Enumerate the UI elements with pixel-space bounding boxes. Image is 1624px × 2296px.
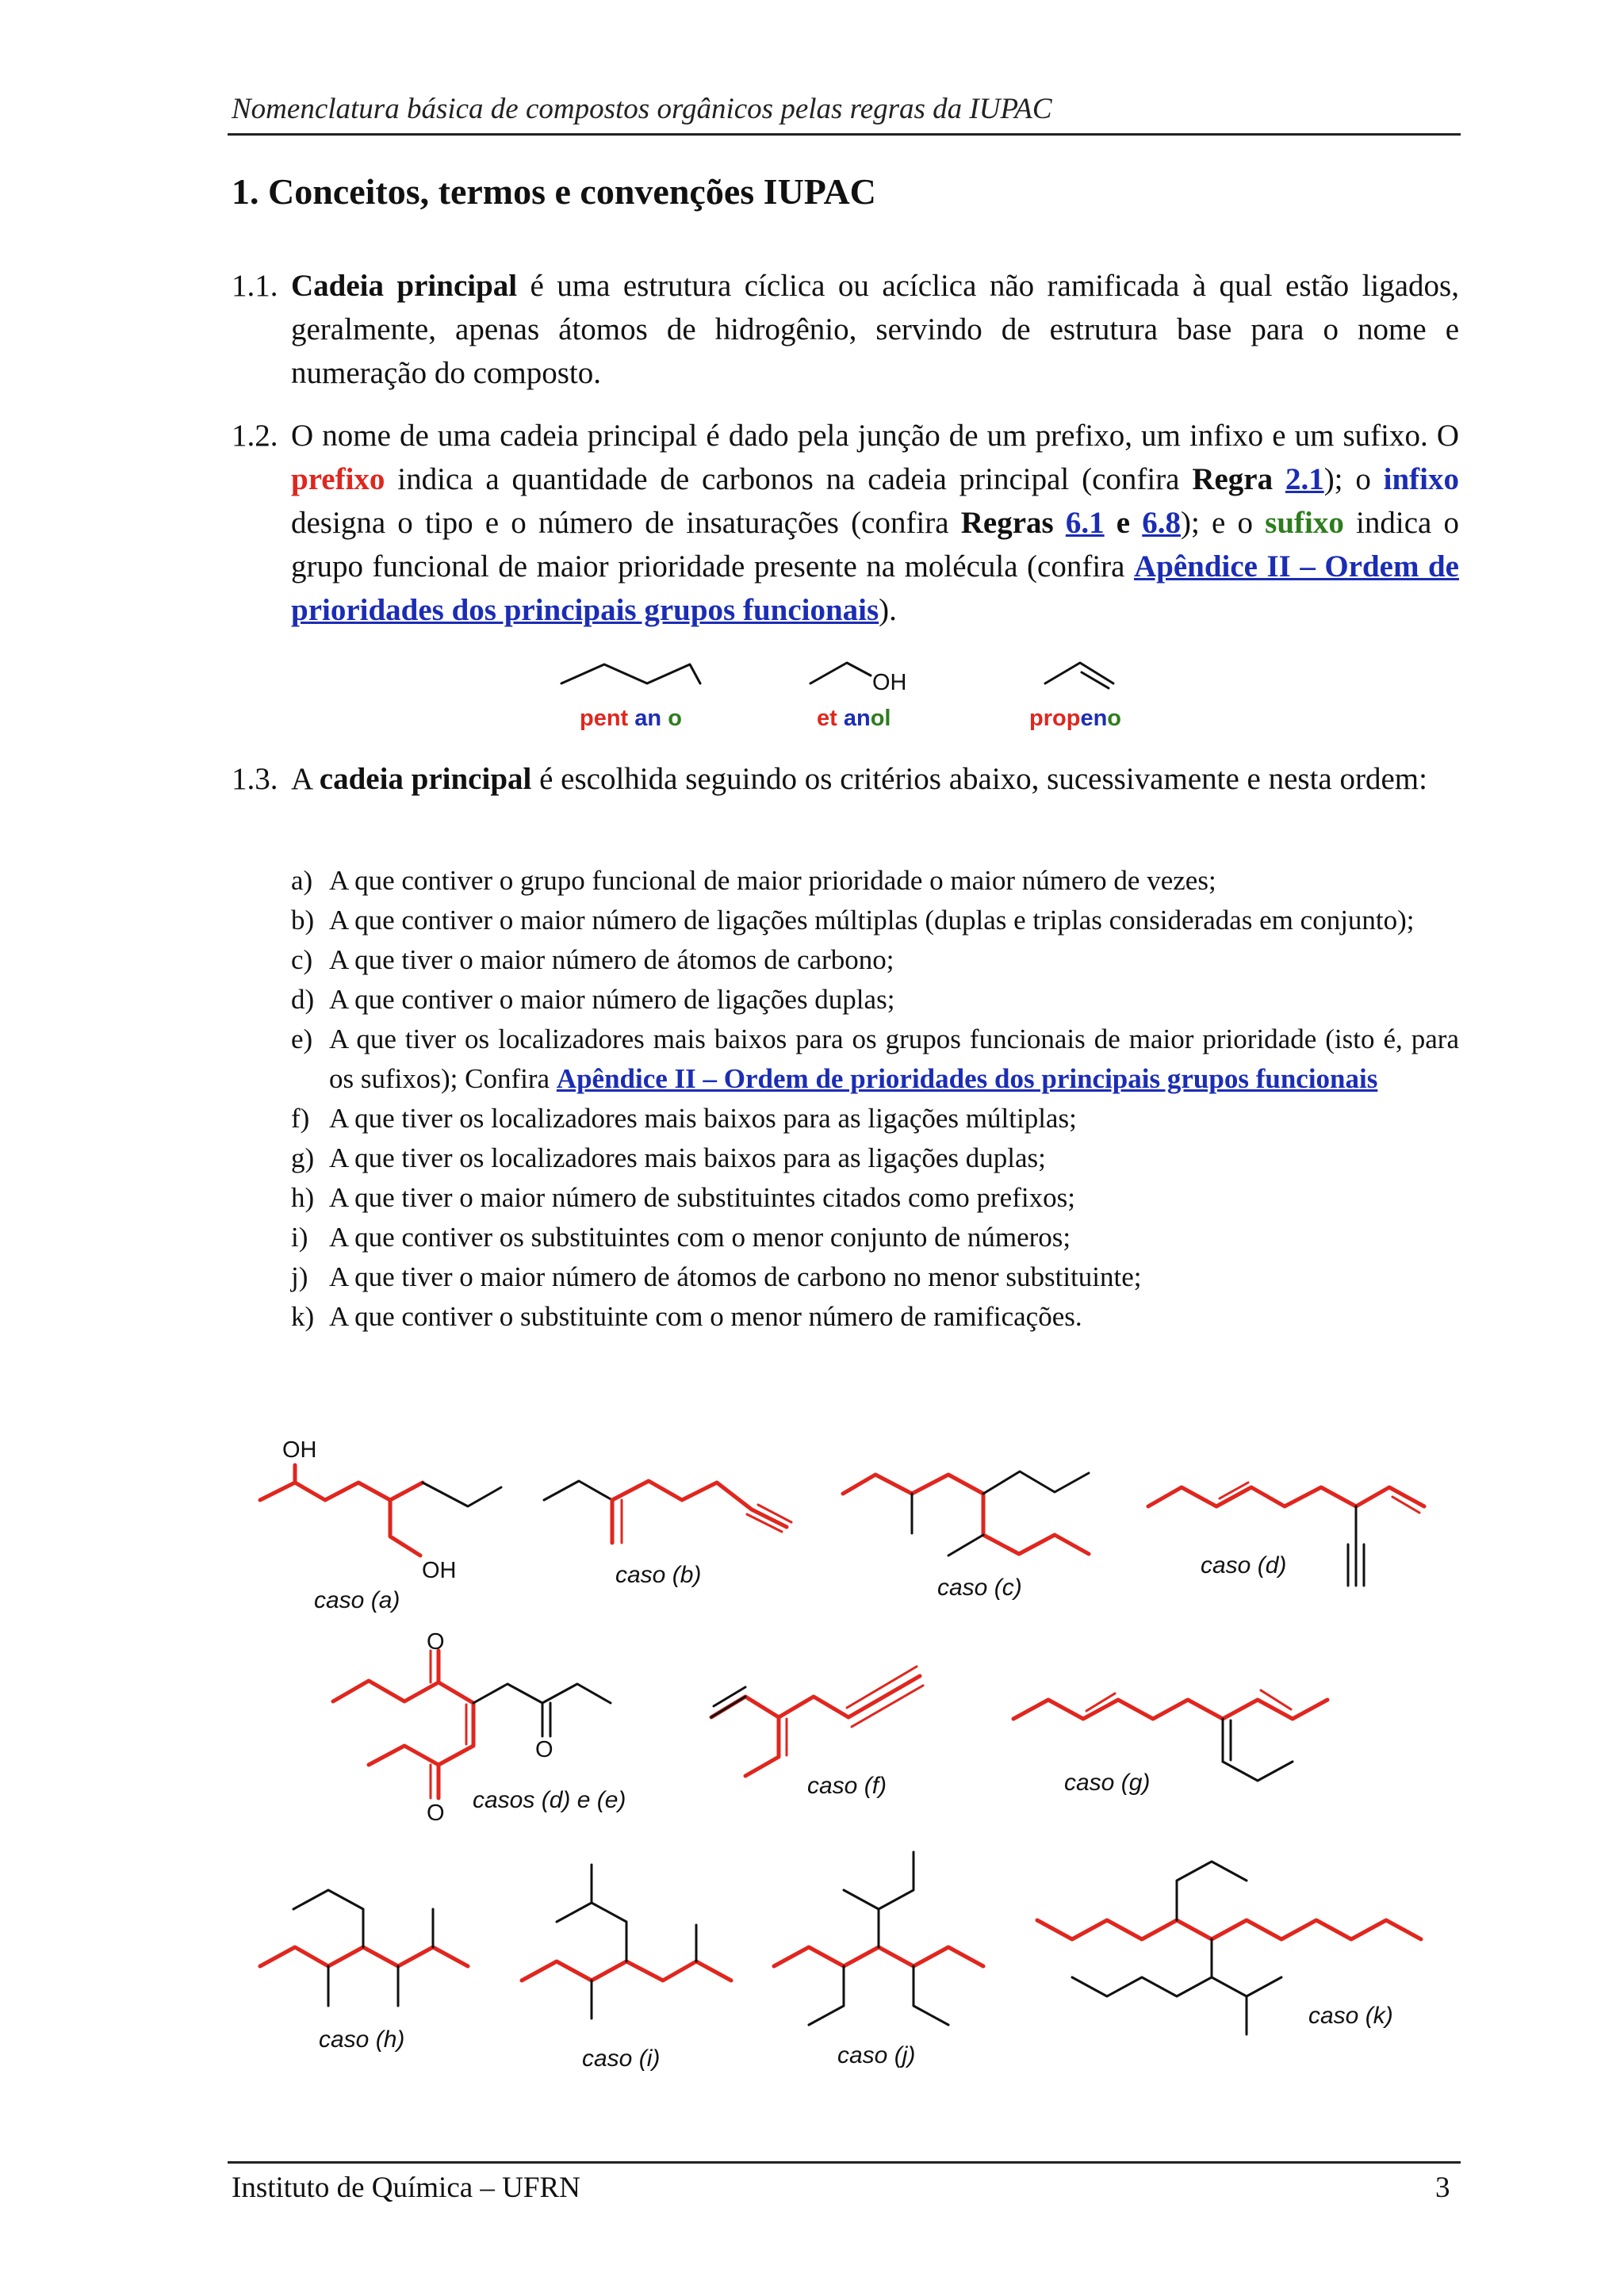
propene-structure (1045, 663, 1113, 688)
case-g-structure (1013, 1690, 1327, 1781)
criterion-letter: h) (291, 1182, 315, 1213)
criterion-letter: c) (291, 944, 313, 975)
term-cadeia-principal: cadeia principal (319, 762, 532, 796)
footer-rule (228, 2161, 1461, 2164)
page-number: 3 (1435, 2172, 1450, 2204)
case-label-h: caso (h) (319, 2026, 405, 2053)
link-regra-6-1[interactable]: 6.1 (1065, 506, 1105, 540)
prefix-part: prop (1029, 706, 1081, 731)
item-text: ); o (1323, 462, 1384, 496)
link-apendice-ii[interactable]: Apêndice II – Ordem de prioridades dos principais grupos funcionais (291, 549, 1459, 627)
suffix-part: o (668, 706, 682, 731)
criterion-letter: e) (291, 1024, 313, 1054)
prefix-part: et (817, 706, 837, 731)
atom-oh: OH (422, 1558, 457, 1583)
ethanol-structure (810, 663, 871, 683)
criterion-text: A que tiver o maior número de átomos de carbono; (329, 944, 894, 975)
criterion-letter: d) (291, 984, 315, 1015)
item-text: indica a quantidade de carbonos na cadeia principal (confira (385, 462, 1193, 496)
case-label-i: caso (i) (582, 2045, 661, 2072)
case-label-b: caso (b) (615, 1562, 702, 1588)
pentane-structure (561, 664, 700, 683)
item-number: 1.2. (232, 419, 278, 453)
suffix-part: o (1107, 706, 1121, 731)
criterion-letter: i) (291, 1222, 308, 1253)
case-label-k: caso (k) (1308, 2003, 1393, 2029)
case-b-structure (544, 1481, 791, 1543)
item-number: 1.1. (232, 269, 278, 303)
case-c-structure (843, 1471, 1089, 1556)
suffix-part: ol (870, 706, 891, 731)
conjunction-e: e (1116, 506, 1131, 540)
case-f-structure (711, 1667, 923, 1776)
criterion-text: A que contiver o substituinte com o menor número de ramificações. (329, 1301, 1082, 1332)
case-j-structure (774, 1852, 983, 2025)
infix-part: an (843, 706, 871, 731)
item-text: designa o tipo e o número de insaturações (confira (291, 506, 961, 540)
criterion-letter: b) (291, 905, 315, 936)
criterion-text: A que contiver o maior número de ligações múltiplas (duplas e triplas consideradas em conjunto); (329, 905, 1415, 936)
case-label-j: caso (j) (837, 2042, 916, 2068)
case-label-f: caso (f) (807, 1773, 887, 1799)
item-text: A (291, 762, 320, 796)
prefix-part: pent (580, 706, 629, 731)
term-cadeia-principal: Cadeia principal (291, 269, 518, 303)
criterion-letter: k) (291, 1301, 315, 1332)
item-text: ). (879, 593, 897, 627)
item-text: ); e o (1181, 506, 1266, 540)
criterion-text: A que tiver o maior número de átomos de carbono no menor substituinte; (329, 1261, 1142, 1292)
section-heading: 1. Conceitos, termos e convenções IUPAC (232, 171, 876, 212)
term-prefixo: prefixo (291, 462, 385, 496)
case-i-structure (522, 1865, 731, 2019)
link-regra-2-1[interactable]: 2.1 (1285, 462, 1324, 496)
criterion-letter: a) (291, 865, 313, 896)
criterion-letter: f) (291, 1103, 310, 1134)
criterion-text: A que contiver o grupo funcional de maior prioridade o maior número de vezes; (329, 865, 1216, 896)
item-text: é uma estrutura cíclica ou acíclica não ramificada à qual estão ligados, geralmente, apenas átomos de hidrogênio, servindo de estrutura base para o nome e numeração do composto. (291, 269, 1459, 390)
case-label-d: caso (d) (1201, 1552, 1287, 1578)
term-regra: Regra (1192, 462, 1274, 496)
case-label-a: caso (a) (314, 1587, 400, 1613)
criterion-letter: g) (291, 1142, 315, 1173)
item-text: indica o grupo funcional de maior prioridade presente na molécula (confira (291, 506, 1460, 584)
criterion-text: A que tiver os localizadores mais baixos para as ligações múltiplas; (329, 1103, 1077, 1134)
item-text: O nome de uma cadeia principal é dado pela junção de um prefixo, um infixo e um sufixo. O (291, 419, 1459, 453)
atom-oh: OH (872, 670, 907, 695)
case-a-structure (260, 1465, 501, 1556)
case-de-structure (333, 1651, 611, 1798)
criterion-letter: j) (291, 1261, 308, 1292)
infix-part: en (1080, 706, 1108, 731)
item-number: 1.3. (232, 762, 278, 796)
criterion-text: A que contiver o maior número de ligações duplas; (329, 984, 895, 1015)
link-apendice-ii[interactable]: Apêndice II – Ordem de prioridades dos principais grupos funcionais (556, 1063, 1378, 1094)
criterion-text: A que tiver os localizadores mais baixos para as ligações duplas; (329, 1142, 1046, 1173)
atom-o: O (427, 1800, 445, 1826)
case-h-structure (260, 1890, 468, 2006)
atom-oh: OH (282, 1437, 317, 1463)
term-regras: Regras (960, 506, 1054, 540)
case-label-de: casos (d) e (e) (473, 1787, 626, 1813)
case-label-c: caso (c) (937, 1575, 1022, 1601)
criterion-text: A que tiver os localizadores mais baixos para os grupos funcionais de maior prioridade (isto é, para os sufixos); Confira (329, 1024, 1459, 1094)
term-sufixo: sufixo (1265, 506, 1344, 540)
term-infixo: infixo (1383, 462, 1460, 496)
footer-institution: Instituto de Química – UFRN (232, 2172, 580, 2204)
infix-part: an (634, 706, 662, 731)
criterion-text: A que tiver o maior número de substituintes citados como prefixos; (329, 1182, 1075, 1213)
link-regra-6-8[interactable]: 6.8 (1142, 506, 1182, 540)
item-text: é escolhida seguindo os critérios abaixo, sucessivamente e nesta ordem: (531, 762, 1427, 796)
atom-o: O (427, 1629, 445, 1655)
criterion-text: A que contiver os substituintes com o menor conjunto de números; (329, 1222, 1071, 1253)
atom-o: O (535, 1737, 553, 1762)
case-label-g: caso (g) (1064, 1770, 1151, 1796)
running-header: Nomenclatura básica de compostos orgânicos pelas regras da IUPAC (232, 93, 1052, 125)
